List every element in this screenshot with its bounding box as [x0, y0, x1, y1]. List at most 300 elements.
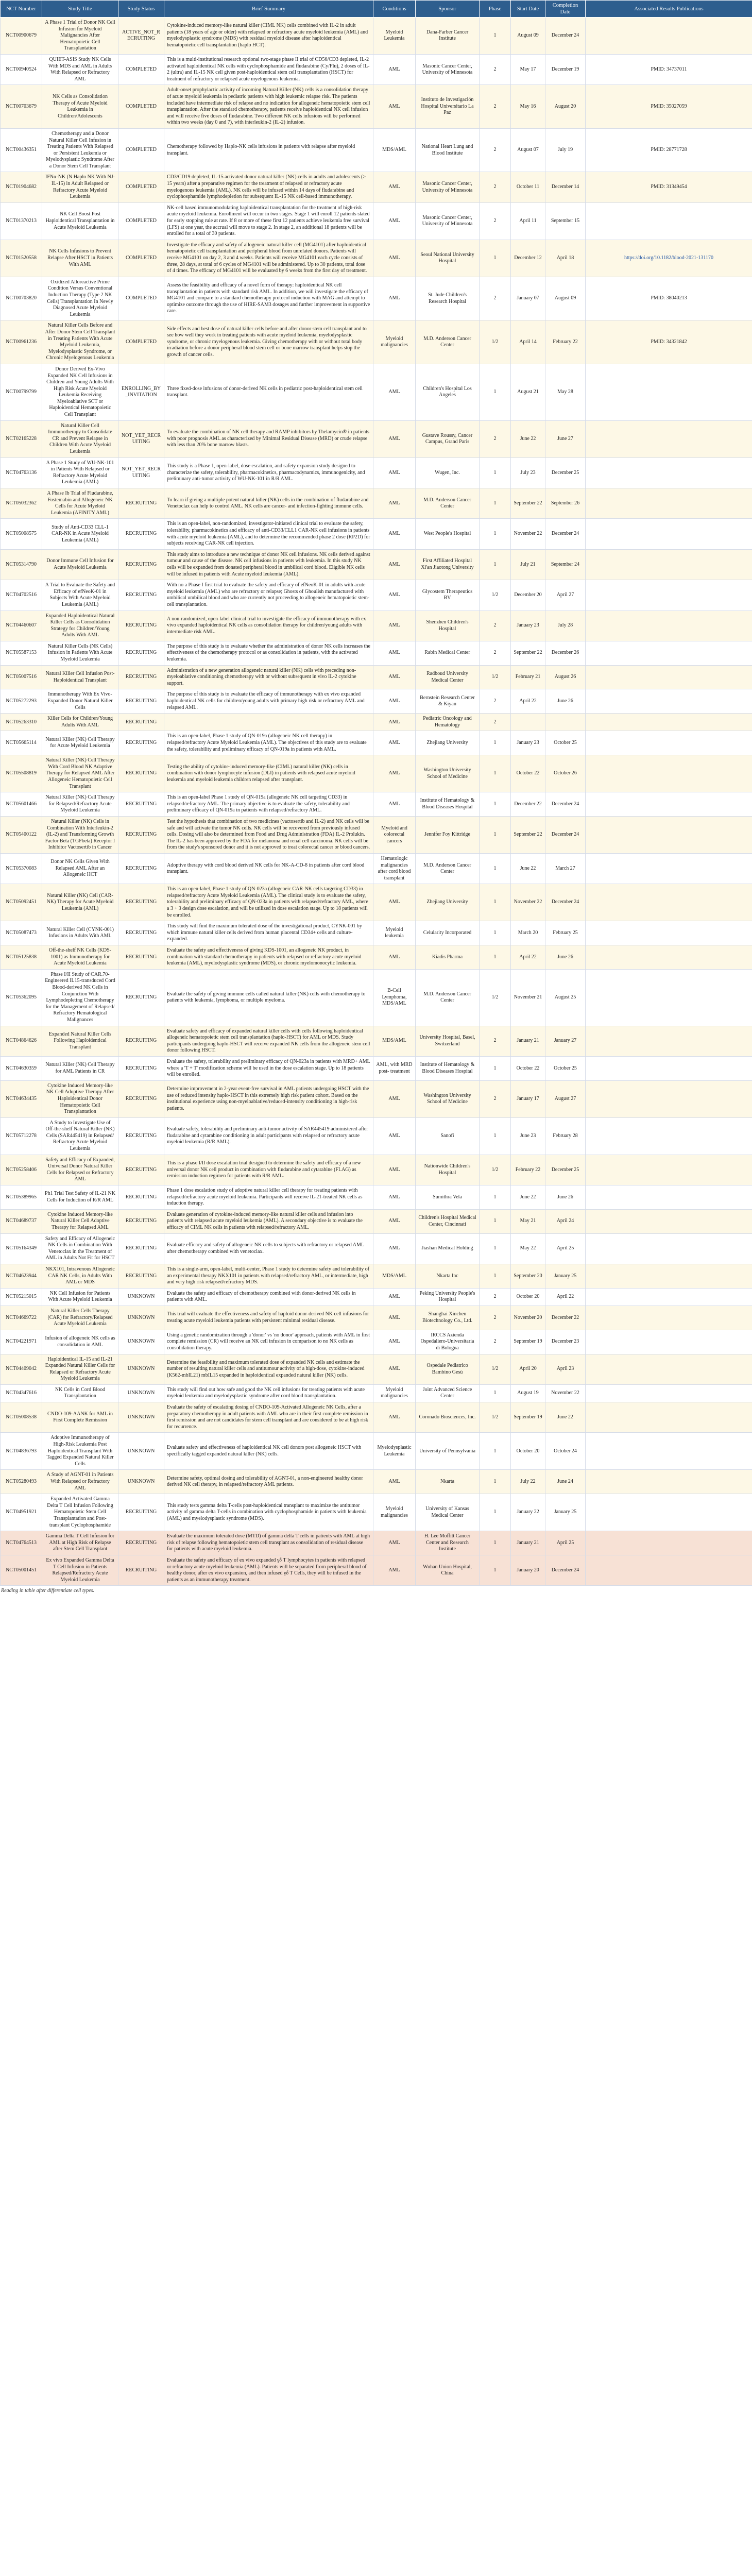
cell-study-status: RECRUITING: [118, 1494, 164, 1531]
cell-study-title: Donor Immune Cell Infusion for Acute Myeloid Leukemia: [42, 549, 118, 580]
cell-study-status: RECRUITING: [118, 1531, 164, 1555]
table-row: [1, 1306, 752, 1330]
table-body: [1, 18, 752, 1586]
cell-sponsor: St. Jude Children's Research Hospital: [416, 277, 480, 320]
cell-study-status: RECRUITING: [118, 884, 164, 921]
cell-brief-summary: Evaluate safety and efficacy of expanded natural killer cells with cells following haploidentical allogeneic hematopoietic stem cell transplantation (haplo-HSCT) for AML or MDS. Study participants undergoing haplo-HSCT will receive expanded NK cells from the allogeneic stem cell donor following HSCT.: [164, 1026, 373, 1056]
cell-nct-number: NCT05008575: [1, 519, 42, 549]
cell-phase: 1: [480, 945, 511, 970]
table-row: [1, 1185, 752, 1210]
cell-study-status: UNKNOWN: [118, 1433, 164, 1470]
cell-brief-summary: This is an open-label Phase 1 study of QN-019a (allogeneic NK cell targeting CD33) in relapsed/refractory AML. The primary objective is to evaluate the safety, tolerability and preliminary efficacy of QN-019a in patients with relapsed/refractory AML.: [164, 792, 373, 817]
cell-completion-date: February 28: [545, 1117, 586, 1155]
cell-nct-number: NCT01904682: [1, 172, 42, 202]
cell-phase: 1: [480, 1555, 511, 1585]
column-header-conditions: Conditions: [373, 1, 416, 18]
cell-start-date: September 22: [511, 816, 545, 853]
cell-study-status: RECRUITING: [118, 1155, 164, 1185]
cell-sponsor: Institute of Hematology & Blood Diseases Hospital: [416, 1056, 480, 1080]
cell-sponsor: M.D. Anderson Cancer Center: [416, 853, 480, 884]
cell-nct-number: NCT00703820: [1, 277, 42, 320]
cell-completion-date: October 26: [545, 755, 586, 792]
cell-study-status: RECRUITING: [118, 641, 164, 665]
cell-phase: 2: [480, 689, 511, 714]
cell-publications: [586, 641, 752, 665]
cell-study-title: CNDO-109-AANK for AML in First Complete Remission: [42, 1402, 118, 1433]
cell-phase: 2: [480, 714, 511, 731]
cell-sponsor: National Heart Lung and Blood Institute: [416, 128, 480, 172]
cell-conditions: AML: [373, 1330, 416, 1354]
cell-sponsor: Sanofi: [416, 1117, 480, 1155]
cell-nct-number: NCT00799799: [1, 364, 42, 420]
cell-brief-summary: Evaluate generation of cytokine-induced memory-like natural killer cells and infusion into patients with relapsed acute myeloid leukemia (AML). A secondary objective is to evaluate the efficacy of CIML NK cells in patients with relapsed/refractory AML.: [164, 1209, 373, 1233]
cell-sponsor: IRCCS Azienda Ospedaliero-Universitaria di Bologna: [416, 1330, 480, 1354]
cell-completion-date: March 27: [545, 853, 586, 884]
cell-study-title: Chemotherapy and a Donor Natural Killer Cell Infusion in Treating Patients With Relapsed or Persistent Leukemia or Myelodysplastic Syndrome After a Donor Stem Cell Transplant: [42, 128, 118, 172]
cell-completion-date: December 25: [545, 1155, 586, 1185]
cell-study-status: RECRUITING: [118, 945, 164, 970]
cell-brief-summary: A non-randomized, open-label clinical trial to investigate the efficacy of immunotherapy with ex vivo expanded haploidentical NK cells as consolidation therapy for children/young adults with intermediate risk AML.: [164, 611, 373, 641]
cell-conditions: AML: [373, 277, 416, 320]
cell-sponsor: Peking University People's Hospital: [416, 1288, 480, 1306]
cell-phase: 2: [480, 420, 511, 457]
table-row: [1, 641, 752, 665]
cell-conditions: AML: [373, 85, 416, 129]
cell-study-title: NK Cells as Consolidation Therapy of Acute Myeloid Leukemia in Children/Adolescents: [42, 85, 118, 129]
cell-study-title: Safety and Efficacy of Expanded, Universal Donor Natural Killer Cells for Relapsed or Refractory AML: [42, 1155, 118, 1185]
cell-conditions: AML: [373, 202, 416, 240]
cell-phase: 2: [480, 611, 511, 641]
cell-publications: [586, 1384, 752, 1402]
cell-study-status: UNKNOWN: [118, 1470, 164, 1494]
cell-brief-summary: This study will find the maximum tolerated dose of the investigational product, CYNK-001 by which immune natural killer cells derived from human placental CD34+ cells and culture-expanded.: [164, 921, 373, 945]
cell-phase: 1: [480, 884, 511, 921]
cell-completion-date: April 25: [545, 1531, 586, 1555]
cell-brief-summary: Investigate the efficacy and safety of allogeneic natural killer cell (MG4101) after haploidentical hematopoietic cell transplantation and peripheral blood from unrelated donors. Patients will receive MG4101 on day 2, 3 and 4 weeks. Patients will receive MG4101 each cycle consists of three, 28 days, at total of 6 cycles of MG4101 will be administered. Up to 30 patients, total dose of 4 times. The efficacy of MG4101 will be evaluated by 6 weeks from the first day of treatment.: [164, 240, 373, 277]
cell-publications: [586, 1233, 752, 1264]
cell-brief-summary: Evaluate the maximum tolerated dose (MTD) of gamma delta T cells in patients with AML at high risk of relapse following hematopoietic stem cell transplant as consolidation of residual disease for patients with acute myeloid leukemia.: [164, 1531, 373, 1555]
cell-completion-date: September 15: [545, 202, 586, 240]
cell-brief-summary: Three fixed-dose infusions of donor-derived NK cells in pediatric post-haploidentical stem cell transplant.: [164, 364, 373, 420]
table-row: [1, 580, 752, 611]
cell-nct-number: NCT04221971: [1, 1330, 42, 1354]
cell-start-date: May 17: [511, 54, 545, 84]
table-row: [1, 364, 752, 420]
cell-phase: 2: [480, 1330, 511, 1354]
table-row: [1, 714, 752, 731]
cell-nct-number: NCT05164349: [1, 1233, 42, 1264]
cell-start-date: September 20: [511, 1264, 545, 1288]
cell-completion-date: [545, 714, 586, 731]
cell-phase: 1/2: [480, 1354, 511, 1384]
cell-publications: [586, 580, 752, 611]
cell-sponsor: Celularity Incorporated: [416, 921, 480, 945]
cell-conditions: MDS/AML: [373, 1026, 416, 1056]
cell-sponsor: Dana-Farber Cancer Institute: [416, 18, 480, 55]
cell-study-status: RECRUITING: [118, 1264, 164, 1288]
cell-publications: [586, 689, 752, 714]
cell-completion-date: June 26: [545, 689, 586, 714]
column-header-publications: Associated Results Publications: [586, 1, 752, 18]
cell-nct-number: NCT04669722: [1, 1306, 42, 1330]
table-row: [1, 128, 752, 172]
cell-start-date: July 22: [511, 1470, 545, 1494]
cell-publications: [586, 1402, 752, 1433]
cell-completion-date: May 28: [545, 364, 586, 420]
cell-study-status: ACTIVE_NOT_RECRUITING: [118, 18, 164, 55]
cell-study-status: RECRUITING: [118, 755, 164, 792]
cell-phase: 1: [480, 18, 511, 55]
cell-start-date: April 20: [511, 1354, 545, 1384]
cell-study-title: Phase I/II Study of CAR.70- Engineered IL15-transduced Cord Blood-derived NK Cells in Conjunction With Lymphodepleting Chemotherapy for the Management of Relapsed/ Refractory Hematological Malignances: [42, 969, 118, 1026]
table-row: [1, 1494, 752, 1531]
cell-nct-number: NCT05601466: [1, 792, 42, 817]
cell-study-title: NK Cells in Cord Blood Transplantation: [42, 1384, 118, 1402]
cell-brief-summary: This is an open-label, non-randomized, investigator-initiated clinical trial to evaluate the safety, tolerability, pharmacokinetics and efficacy of anti-CD33/CLL1 CAR-NK cell infusions in patients with acute myeloid leukemia (AML), and to determine the recommended phase 2 dose (RP2D) for subjects receiving CAR-NK cell injection.: [164, 519, 373, 549]
cell-study-status: RECRUITING: [118, 731, 164, 755]
cell-brief-summary: Administration of a new generation allogeneic natural killer (NK) cells with preceding non-myeloablative conditioning chemotherapy with or without subsequent in vivo IL-2 cytokine support.: [164, 665, 373, 689]
cell-phase: 1/2: [480, 1155, 511, 1185]
cell-publications[interactable]: PMID: 34737011: [586, 54, 752, 84]
cell-publications: [586, 18, 752, 55]
cell-study-title: A Trial to Evaluate the Safety and Efficacy of efNeoK-01 in Subjects With Acute Myeloid Leukemia (AML): [42, 580, 118, 611]
cell-sponsor: Coronado Biosciences, Inc.: [416, 1402, 480, 1433]
cell-study-title: Natural Killer (NK) Cell Therapy for Acute Myeloid Leukemia: [42, 731, 118, 755]
cell-publications[interactable]: PMID: 38040213: [586, 277, 752, 320]
cell-conditions: AML: [373, 1555, 416, 1585]
cell-completion-date: April 27: [545, 580, 586, 611]
cell-publications: [586, 755, 752, 792]
cell-brief-summary: [164, 714, 373, 731]
cell-phase: 1: [480, 1433, 511, 1470]
table-row: [1, 1155, 752, 1185]
cell-study-status: RECRUITING: [118, 611, 164, 641]
cell-completion-date: April 23: [545, 1354, 586, 1384]
cell-conditions: AML: [373, 172, 416, 202]
cell-brief-summary: NK-cell based immunomodulating haploidentical transplantation for the treatment of high-risk acute myeloid leukemia. Enrollment will occur in two stages. Stage 1 will enroll 12 patients slated for early stopping rule at rate. If 8 or more of these first 12 patients achieve leukemia free survival (LFS) at one year, the accrual will move to stage 2. In stage 2, an additional 18 patients will be enrolled for a total of 30 patients.: [164, 202, 373, 240]
cell-nct-number: NCT04347616: [1, 1384, 42, 1402]
cell-study-status: ENROLLING_BY_INVITATION: [118, 364, 164, 420]
cell-study-title: Oxidized Alloreactive Prime Condition Versus Conventional Induction Therapy (Type 2 NK Cells) Transplantation In Newly Diagnosed Acute Myeloid Leukemia: [42, 277, 118, 320]
cell-conditions: AML: [373, 549, 416, 580]
cell-study-title: NK Cell Boost Post Haploidentical Transplantation in Acute Myeloid Leukemia: [42, 202, 118, 240]
cell-phase: 2: [480, 54, 511, 84]
cell-conditions: AML: [373, 519, 416, 549]
cell-phase: 1: [480, 519, 511, 549]
cell-start-date: January 23: [511, 611, 545, 641]
cell-study-title: Natural Killer Cell (CYNK-001) Infusions in Adults With AML: [42, 921, 118, 945]
cell-sponsor: Pediatric Oncology and Hematology: [416, 714, 480, 731]
cell-study-title: Killer Cells for Children/Young Adults With AML: [42, 714, 118, 731]
cell-study-status: RECRUITING: [118, 1209, 164, 1233]
cell-phase: 1/2: [480, 580, 511, 611]
cell-sponsor: Gustave Roussy, Cancer Campus, Grand Paris: [416, 420, 480, 457]
cell-publications[interactable]: PMID: 34321842: [586, 320, 752, 364]
cell-completion-date: August 26: [545, 665, 586, 689]
cell-completion-date: December 19: [545, 54, 586, 84]
cell-conditions: AML: [373, 665, 416, 689]
cell-start-date: November 22: [511, 884, 545, 921]
cell-publications[interactable]: PMID: 28771728: [586, 128, 752, 172]
cell-publications: [586, 202, 752, 240]
cell-study-title: Natural Killer (NK) Cell (CAR-NK) Therapy for Acute Myeloid Leukemia (AML): [42, 884, 118, 921]
column-header-start-date: Start Date: [511, 1, 545, 18]
cell-start-date: November 20: [511, 1306, 545, 1330]
cell-study-title: Natural Killer (NK) Cell Therapy With Cord Blood NK Adaptive Therapy for Relapsed AML After Allogeneic Hematopoietic Cell Transplant: [42, 755, 118, 792]
table-row: [1, 549, 752, 580]
cell-conditions: AML: [373, 364, 416, 420]
cell-study-title: NKX101, Intravenous Allogeneic CAR NK Cells, in Adults With AML or MDS: [42, 1264, 118, 1288]
cell-study-status: RECRUITING: [118, 519, 164, 549]
cell-brief-summary: This is a single-arm, open-label, multi-center, Phase 1 study to determine safety and tolerability of an experimental therapy NKX101 in patients with relapsed/refractory AML, or intermediate, high and very high risk relapsed/refractory MDS.: [164, 1264, 373, 1288]
cell-conditions: Myeloid malignancies: [373, 1494, 416, 1531]
cell-study-title: Immunotherapy With Ex Vivo-Expanded Donor Natural Killer Cells: [42, 689, 118, 714]
cell-sponsor: Ospedale Pediatrico Bambino Gesù: [416, 1354, 480, 1384]
table-row: [1, 202, 752, 240]
cell-study-status: RECRUITING: [118, 488, 164, 519]
cell-brief-summary: With no a Phase I first trial to evaluate the safety and efficacy of efNeoK-01 in adults with acute myeloid leukemia (AML) who are refractory or relapse; Ghosts of Ghoulish manufactured with umbilical umbilical blood and who are currently not proceeding to allogeneic hematopoietic stem-cell transplantation.: [164, 580, 373, 611]
cell-completion-date: January 25: [545, 1494, 586, 1531]
cell-study-title: Cytokine Induced Memory-like NK Cell Adoptive Therapy After Haploidentical Donor Hematopoietic Cell Transplantation: [42, 1080, 118, 1117]
cell-completion-date: June 26: [545, 945, 586, 970]
cell-sponsor: Washington University School of Medicine: [416, 1080, 480, 1117]
cell-study-title: Natural Killer Cells Before and After Donor Stem Cell Transplant in Treating Patients With Acute Myeloid Leukemia, Myelodysplastic Syndrome, or Chronic Myelogenous Leukemia: [42, 320, 118, 364]
table-row: [1, 1470, 752, 1494]
cell-study-status: RECRUITING: [118, 1026, 164, 1056]
table-row: [1, 665, 752, 689]
cell-brief-summary: Evaluate efficacy and safety of allogeneic NK cells to subjects with refractory or relapsed AML after chemotherapy combined with venetoclax.: [164, 1233, 373, 1264]
cell-brief-summary: Evaluate the safety, tolerability and preliminary efficacy of QN-023a in patients with MRD+ AML where a 'T + T' modification scheme will be used in the dose escalation stage. Up to 18 patients will be enrolled.: [164, 1056, 373, 1080]
cell-nct-number: NCT04634435: [1, 1080, 42, 1117]
cell-phase: 2: [480, 641, 511, 665]
cell-start-date: December 12: [511, 240, 545, 277]
cell-phase: 2: [480, 172, 511, 202]
cell-publications: [586, 1555, 752, 1585]
cell-brief-summary: Using a genetic randomization through a 'donor' vs 'no donor' approach, patients with AML in first complete remission (CR) will receive an NK cell infusion in comparison to no NK cells as consolidation therapy.: [164, 1330, 373, 1354]
cell-start-date: April 22: [511, 945, 545, 970]
table-row: [1, 792, 752, 817]
cell-study-status: RECRUITING: [118, 580, 164, 611]
column-header-brief-summary: Brief Summary: [164, 1, 373, 18]
cell-conditions: MDS/AML: [373, 128, 416, 172]
cell-nct-number: NCT04623944: [1, 1264, 42, 1288]
cell-phase: 1: [480, 792, 511, 817]
cell-start-date: April 11: [511, 202, 545, 240]
cell-brief-summary: Adult-onset prophylactic activity of incoming Natural Killer (NK) cells is a consolidation therapy of acute myeloid leukemia in pediatric patients with high leukemic relapse risk. The patients included have intermediate risk of relapse and no indication for allogeneic hematopoietic stem cell transplantation. After the standard chemotherapy, patients receive haploidentical NK cell infusion and will receive five doses of fludarabine. Two different NK cells infusions will be performed within two weeks (day 0 and 7), with interleukin-2 (IL-2) infusion.: [164, 85, 373, 129]
cell-start-date: January 07: [511, 277, 545, 320]
cell-study-status: UNKNOWN: [118, 1354, 164, 1384]
cell-sponsor: Kiadis Pharma: [416, 945, 480, 970]
cell-brief-summary: Evaluate safety and effectiveness of haploidentical NK cell donors post allogeneic HSCT with specifically tagged expanded natural killer (NK) cells.: [164, 1433, 373, 1470]
cell-study-title: Natural Killer (NK) Cells in Combination With Interleukin-2 (IL-2) and Transforming Growth Factor Beta (TGFbeta) Receptor I Inhibitor Vactosertib in Cancer: [42, 816, 118, 853]
cell-brief-summary: CD3/CD19 depleted, IL-15 activated donor natural killer (NK) cells in adults and adolescents (≥ 15 years) after a preparative regimen for the treatment of relapsed or refractory acute myelogenous leukemia (AML). NK cells will be infused within 14 days of fludarabine and cyclophosphamide lymphodepletion for subsequent IL-15 NK cell-based immunotherapy.: [164, 172, 373, 202]
cell-phase: 1: [480, 1494, 511, 1531]
cell-phase: 1: [480, 364, 511, 420]
cell-brief-summary: Determine improvement in 2-year event-free survival in AML patients undergoing HSCT with the use of reduced intensity haplo-HSCT in this extremely high risk patient cohort. Based on the institutional experience using non-myeloablative/reduced-intensity conditioning in high-risk patients.: [164, 1080, 373, 1117]
table-row: [1, 921, 752, 945]
cell-phase: 2: [480, 1288, 511, 1306]
cell-sponsor: Shanghai Xinchen Biotechnology Co., Ltd.: [416, 1306, 480, 1330]
cell-phase: 2: [480, 202, 511, 240]
cell-brief-summary: To learn if giving a multiple potent natural killer (NK) cells in the combination of fludarabine and Venetoclax can help to control AML. NK cells are cancer- and infection-fighting immune cells.: [164, 488, 373, 519]
cell-publications[interactable]: PMID: 35027059: [586, 85, 752, 129]
cell-nct-number: NCT04689737: [1, 1209, 42, 1233]
cell-nct-number: NCT01370213: [1, 202, 42, 240]
table-row: [1, 1384, 752, 1402]
cell-completion-date: June 27: [545, 420, 586, 457]
cell-completion-date: April 18: [545, 240, 586, 277]
cell-publications: [586, 714, 752, 731]
cell-study-status: RECRUITING: [118, 853, 164, 884]
cell-start-date: September 22: [511, 641, 545, 665]
cell-phase: 1: [480, 1117, 511, 1155]
cell-publications: [586, 853, 752, 884]
cell-nct-number: NCT00961236: [1, 320, 42, 364]
cell-completion-date: December 24: [545, 519, 586, 549]
cell-nct-number: NCT04864626: [1, 1026, 42, 1056]
cell-study-status: COMPLETED: [118, 128, 164, 172]
cell-study-status: COMPLETED: [118, 277, 164, 320]
cell-study-status: RECRUITING: [118, 816, 164, 853]
cell-study-title: Natural Killer (NK) Cell Therapy for Relapsed/Refractory Acute Myeloid Leukemia: [42, 792, 118, 817]
cell-sponsor: University of Pennsylvania: [416, 1433, 480, 1470]
cell-start-date: May 22: [511, 1233, 545, 1264]
cell-study-title: Haploidentical IL-15 and IL-21 Expanded Natural Killer Cells for Relapsed or Refractory Acute Myeloid Leukemia: [42, 1354, 118, 1384]
cell-nct-number: NCT04702516: [1, 580, 42, 611]
cell-sponsor: Instituto de Investigación Hospital Universitario La Paz: [416, 85, 480, 129]
cell-sponsor: Jennifer Foy Kittridge: [416, 816, 480, 853]
column-header-study-title: Study Title: [42, 1, 118, 18]
cell-study-status: RECRUITING: [118, 921, 164, 945]
cell-brief-summary: Side effects and best dose of natural killer cells before and after donor stem cell transplant and to see how well they work in treating patients with acute myeloid leukemia, myelodysplastic syndrome, or chronic myelogenous leukemia. Giving chemotherapy with or without total body irradiation before a donor peripheral blood stem cell or bone marrow transplant helps stop the growth of cancer cells.: [164, 320, 373, 364]
cell-study-title: IFNα-NK (N Haplo NK With NJ-IL-15) in Adult Relapsed or Refractory Acute Myeloid Leukemia: [42, 172, 118, 202]
cell-start-date: January 22: [511, 1494, 545, 1531]
cell-start-date: January 21: [511, 1026, 545, 1056]
table-row: [1, 1433, 752, 1470]
cell-nct-number: NCT04764513: [1, 1531, 42, 1555]
cell-publications[interactable]: https://doi.org/10.1182/blood-2021-131170: [586, 240, 752, 277]
table-row: [1, 689, 752, 714]
cell-publications: [586, 1209, 752, 1233]
cell-start-date: November 21: [511, 969, 545, 1026]
cell-publications: [586, 420, 752, 457]
cell-completion-date: September 26: [545, 488, 586, 519]
cell-completion-date: April 24: [545, 1209, 586, 1233]
cell-nct-number: NCT05389965: [1, 1185, 42, 1210]
cell-study-status: NOT_YET_RECRUITING: [118, 420, 164, 457]
table-row: [1, 519, 752, 549]
cell-publications: [586, 549, 752, 580]
column-header-study-status: Study Status: [118, 1, 164, 18]
cell-phase: 1: [480, 240, 511, 277]
cell-brief-summary: This is a phase I/II dose escalation trial designed to determine the safety and efficacy of a new universal donor NK cell product in combination with fludarabine and cytarabine (FLAG) as remission induction regimen for patients with R/R AML.: [164, 1155, 373, 1185]
cell-sponsor: University of Kansas Medical Center: [416, 1494, 480, 1531]
table-row: [1, 1080, 752, 1117]
cell-phase: 1/2: [480, 969, 511, 1026]
cell-phase: 2: [480, 85, 511, 129]
cell-sponsor: Jiashan Medical Holding: [416, 1233, 480, 1264]
cell-brief-summary: Evaluate the safety of giving immune cells called natural killer (NK) cells with chemotherapy to patients with leukemia, lymphoma, or multiple myeloma.: [164, 969, 373, 1026]
cell-brief-summary: Determine the feasibility and maximum tolerated dose of expanded NK cells and estimate the number of resulting natural killer cells and antitumour activity of a high-dose, cytokine-induced (K562-mbIL21) mbIL15 expanded in haploidentical expanded natural killer (NK) cells.: [164, 1354, 373, 1384]
cell-nct-number: NCT00900679: [1, 18, 42, 55]
cell-brief-summary: This is a multi-institutional research optional two-stage phase II trial of CD56/CD3 depleted, IL-2 activated haploidentical NK cells with cyclophosphamide and fludarabine (Cy/Flu), 2 doses of IL-2 (ultra) and IL-15 NK cell given post-haploidentical stem cell transplantation (HSCT) for treatment of refractory or relapsed acute myelogenous leukemia.: [164, 54, 373, 84]
column-header-phase: Phase: [480, 1, 511, 18]
cell-sponsor: H. Lee Moffitt Cancer Center and Research Institute: [416, 1531, 480, 1555]
cell-publications: [586, 1330, 752, 1354]
cell-nct-number: NCT05263310: [1, 714, 42, 731]
cell-nct-number: NCT05087473: [1, 921, 42, 945]
cell-conditions: AML: [373, 731, 416, 755]
cell-conditions: AML: [373, 54, 416, 84]
cell-publications[interactable]: PMID: 31349454: [586, 172, 752, 202]
cell-study-title: Ex vivo Expanded Gamma Delta T Cell Infusion in Patients Relapsed/Refractory Acute Myeloid Leukemia: [42, 1555, 118, 1585]
cell-sponsor: M.D. Anderson Cancer Center: [416, 969, 480, 1026]
cell-conditions: AML: [373, 1080, 416, 1117]
cell-nct-number: NCT05587153: [1, 641, 42, 665]
cell-brief-summary: Adoptive therapy with cord blood derived NK cells for NK-A-CD-8 in patients after cord blood transplant.: [164, 853, 373, 884]
cell-nct-number: NCT04460607: [1, 611, 42, 641]
cell-phase: 1: [480, 1185, 511, 1210]
cell-brief-summary: Evaluate the safety and efficacy of chemotherapy combined with donor-derived NK cells in patients with AML.: [164, 1288, 373, 1306]
cell-brief-summary: Test the hypothesis that combination of two medicines (vactosertib and IL-2) and NK cells will be safe and will activate the tumor NK cells. NK cells will be recovered from previously infused cells. Dosing will also be determined from Food and Drug Administration (FDA) IL-2 Prolukin. The IL-2 has been approved by the FDA for melanoma and renal cell carcinoma. NK cells will be from the study's sponsored donor and it is not approved to treat colorectal cancer or blood cancers.: [164, 816, 373, 853]
cell-study-status: UNKNOWN: [118, 1306, 164, 1330]
table-row: [1, 945, 752, 970]
cell-study-title: NK Cell Infusion for Patients With Acute Myeloid Leukemia: [42, 1288, 118, 1306]
cell-nct-number: NCT04951921: [1, 1494, 42, 1531]
cell-study-title: QUIET-ASIS Study NK Cells With MDS and AML in Adults With Relapsed or Refractory AML: [42, 54, 118, 84]
cell-study-title: A Phase Ib Trial of Fludarabine, Fostemabin and Allogeneic NK Cells for Acute Myeloid Leukemia (AFINITY AML): [42, 488, 118, 519]
cell-brief-summary: This trial will evaluate the effectiveness and safety of haploid donor-derived NK cell infusions for treating acute myeloid leukemia patients with persistent minimal residual disease.: [164, 1306, 373, 1330]
cell-publications: [586, 1080, 752, 1117]
cell-publications: [586, 921, 752, 945]
cell-sponsor: Nkarta: [416, 1470, 480, 1494]
cell-start-date: June 23: [511, 1117, 545, 1155]
cell-phase: 1/2: [480, 665, 511, 689]
cell-phase: 1: [480, 488, 511, 519]
cell-start-date: October 22: [511, 1056, 545, 1080]
cell-sponsor: Children's Hospital Medical Center, Cincinnati: [416, 1209, 480, 1233]
cell-phase: 1: [480, 1209, 511, 1233]
cell-nct-number: NCT05712278: [1, 1117, 42, 1155]
cell-publications: [586, 1531, 752, 1555]
cell-brief-summary: This study will find out how safe and good the NK cell infusions for treating patients with acute myeloid leukemia and myelodysplastic syndrome after cord blood transplantation.: [164, 1384, 373, 1402]
cell-completion-date: December 24: [545, 18, 586, 55]
table-row: [1, 488, 752, 519]
cell-conditions: AML: [373, 1354, 416, 1384]
cell-conditions: AML: [373, 755, 416, 792]
cell-start-date: September 19: [511, 1402, 545, 1433]
cell-conditions: AML: [373, 1402, 416, 1433]
cell-conditions: AML: [373, 884, 416, 921]
cell-start-date: [511, 714, 545, 731]
cell-publications: [586, 1117, 752, 1155]
cell-conditions: AML: [373, 580, 416, 611]
cell-study-title: A Phase 1 Study of WU-NK-101 in Patients With Relapsed or Refractory Acute Myeloid Leukemia (AML): [42, 457, 118, 488]
cell-start-date: June 22: [511, 853, 545, 884]
cell-nct-number: NCT05001451: [1, 1555, 42, 1585]
cell-study-status: COMPLETED: [118, 320, 164, 364]
cell-phase: 1: [480, 1056, 511, 1080]
table-row: [1, 54, 752, 84]
cell-study-status: RECRUITING: [118, 665, 164, 689]
cell-study-status: RECRUITING: [118, 714, 164, 731]
cell-study-title: Natural Killer (NK) Cell Therapy for AML Patients in CR: [42, 1056, 118, 1080]
cell-completion-date: December 25: [545, 457, 586, 488]
cell-phase: 1: [480, 1264, 511, 1288]
cell-publications: [586, 1026, 752, 1056]
cell-sponsor: Seoul National University Hospital: [416, 240, 480, 277]
cell-phase: 1: [480, 549, 511, 580]
